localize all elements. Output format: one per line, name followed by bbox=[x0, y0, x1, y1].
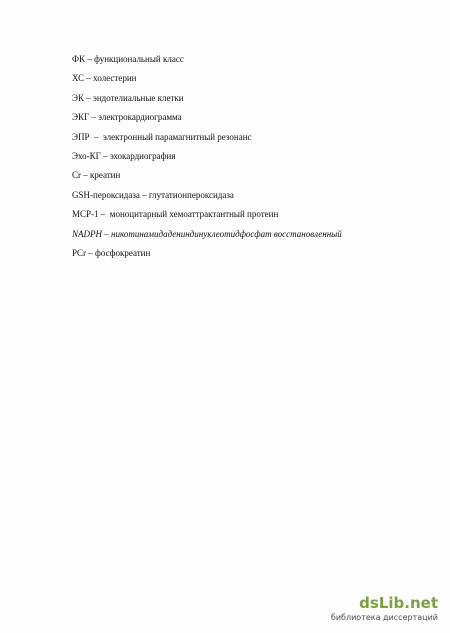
abbreviation-separator: – bbox=[89, 131, 103, 142]
abbreviation-item bbox=[72, 69, 342, 88]
abbreviation-item bbox=[72, 225, 342, 244]
abbreviation-separator: – bbox=[81, 170, 90, 181]
abbreviation-item bbox=[72, 108, 342, 127]
abbreviation-definition: электронный парамагнитный резонанс bbox=[102, 131, 252, 142]
abbreviation-separator: – bbox=[139, 189, 149, 200]
abbreviation-definition: холестерин bbox=[93, 73, 137, 84]
abbreviation-item bbox=[72, 50, 342, 69]
abbreviation-term: PCr bbox=[72, 248, 87, 259]
abbreviation-definition: моноцитарный хемоаттрактантный протеин bbox=[109, 209, 279, 220]
abbreviation-term: GSH-пероксидаза bbox=[72, 189, 140, 200]
abbreviation-item bbox=[72, 186, 342, 205]
abbreviation-separator: – bbox=[100, 151, 110, 162]
abbreviation-term: Эхо-КГ bbox=[72, 151, 101, 162]
abbreviation-term: NADPH bbox=[72, 228, 102, 239]
watermark-logo: dsLib.net bbox=[359, 594, 438, 612]
abbreviation-term: ЭК bbox=[72, 92, 84, 103]
abbreviation-separator: – bbox=[98, 209, 110, 220]
abbreviation-list bbox=[72, 50, 342, 263]
watermark-subtitle: библиотека диссертаций bbox=[330, 613, 438, 622]
abbreviation-definition: функциональный класс bbox=[94, 54, 184, 64]
abbreviation-item bbox=[72, 205, 342, 224]
abbreviation-definition: эндотелиальные клетки bbox=[92, 92, 184, 103]
abbreviation-definition: глутатионпероксидаза bbox=[148, 189, 234, 200]
abbreviation-term: Cr bbox=[72, 170, 81, 181]
abbreviation-separator: – bbox=[89, 112, 99, 123]
watermark bbox=[320, 595, 440, 627]
abbreviation-separator: – bbox=[86, 248, 96, 259]
abbreviation-item bbox=[72, 166, 342, 185]
abbreviation-definition: креатин bbox=[90, 170, 121, 181]
abbreviation-term: ХС bbox=[72, 73, 85, 84]
abbreviation-item bbox=[72, 89, 342, 108]
abbreviation-separator: – bbox=[83, 92, 93, 103]
abbreviation-item bbox=[72, 128, 342, 147]
abbreviation-definition: эхокардиография bbox=[109, 151, 176, 162]
abbreviation-definition: никотинамидадениндинуклеотидфосфат восстановленный bbox=[111, 228, 342, 239]
abbreviation-separator: – bbox=[102, 228, 111, 239]
abbreviation-separator: – bbox=[84, 73, 94, 84]
abbreviation-item bbox=[72, 244, 342, 263]
abbreviation-definition: фосфокреатин bbox=[95, 248, 151, 259]
abbreviation-definition: электрокардиограмма bbox=[98, 112, 182, 123]
abbreviation-separator: – bbox=[85, 54, 95, 64]
abbreviation-term: ФК bbox=[72, 54, 86, 64]
abbreviation-item bbox=[72, 147, 342, 166]
abbreviation-term: MCP-1 bbox=[72, 209, 99, 220]
abbreviation-term: ЭКГ bbox=[72, 112, 90, 123]
abbreviation-term: ЭПР bbox=[72, 131, 90, 142]
